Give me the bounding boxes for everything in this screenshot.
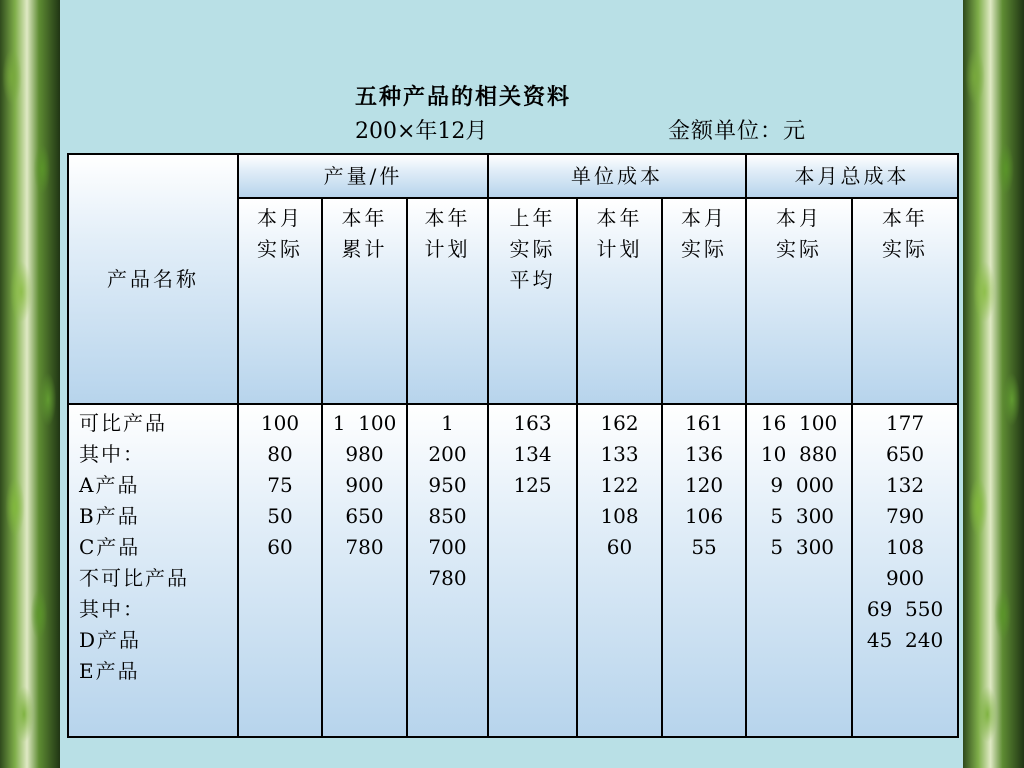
sub-header: 上年 实际 平均 [488, 198, 577, 404]
data-cell-total-cost-year-actual: 177 650 132 790 108 900 69 550 45 240 [852, 404, 958, 737]
bamboo-decoration-right [963, 0, 1024, 768]
bamboo-decoration-left [0, 0, 60, 768]
data-cell-unit-cost-month-actual: 161 136 120 106 55 [662, 404, 746, 737]
sub-header: 本月 实际 [746, 198, 852, 404]
product-name-header: 产品名称 [68, 154, 238, 404]
group-header-quantity: 产量/件 [238, 154, 488, 198]
product-names-cell: 可比产品 其中： A产品 B产品 C产品 不可比产品 其中： D产品 E产品 [68, 404, 238, 737]
sub-header: 本年 实际 [852, 198, 958, 404]
sub-header: 本年 计划 [407, 198, 488, 404]
data-cell-quantity-year-plan: 1 200 950 850 700 780 [407, 404, 488, 737]
sub-header: 本月 实际 [238, 198, 322, 404]
sub-header: 本年 累计 [322, 198, 407, 404]
group-header-total-cost: 本月总成本 [746, 154, 958, 198]
data-cell-quantity-month-actual: 100 80 75 50 60 [238, 404, 322, 737]
sub-header: 本年 计划 [577, 198, 662, 404]
data-cell-quantity-year-cumulative: 1 100 980 900 650 780 [322, 404, 407, 737]
group-header-unit-cost: 单位成本 [488, 154, 746, 198]
data-cell-unit-cost-last-year-avg: 163 134 125 [488, 404, 577, 737]
date-label: 200×年12月 [355, 119, 488, 144]
data-cell-total-cost-month-actual: 16 100 10 880 9 000 5 300 5 300 [746, 404, 852, 737]
product-data-table [67, 153, 959, 738]
data-cell-unit-cost-year-plan: 162 133 122 108 60 [577, 404, 662, 737]
page-title: 五种产品的相关资料 [355, 84, 572, 110]
sub-header: 本月 实际 [662, 198, 746, 404]
unit-label: 金额单位：元 [668, 119, 807, 144]
